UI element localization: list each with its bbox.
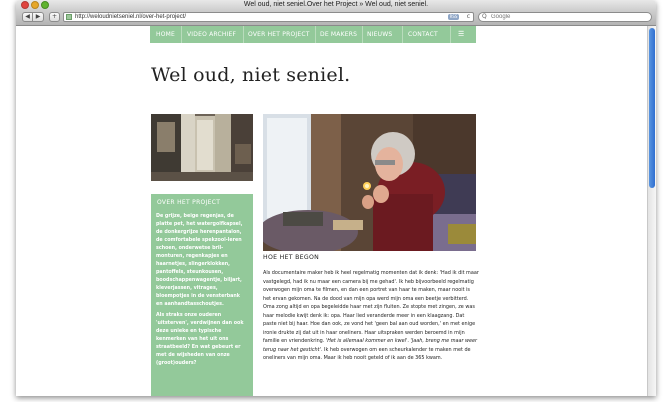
article-quote: Het is allemaal kommer en kwel [327, 338, 407, 344]
sidebar-paragraph-2: Als straks onze ouderen 'uitsterven', verdwijnen dan ook deze unieke en typische kenmerken van het uit ons straatbeeld? En wat gebeurt er met de wijsheden van onze (groot)ouders? [156, 313, 244, 366]
nav-item-nieuws[interactable]: NIEUWS [367, 31, 393, 38]
nav-item-de-makers[interactable]: DE MAKERS [320, 31, 358, 38]
nav-item-home[interactable]: HOME [156, 31, 176, 38]
forward-button[interactable] [33, 12, 44, 22]
window-title: Wel oud, niet seniel.Over het Project » Wel oud, niet seniel. [243, 1, 429, 8]
nav-divider [181, 26, 182, 43]
article-text: . Ik heb overwogen om een scheurkalender te maken met de oneliners van mijn oma. Maar ik heb nooit geteld of ik aan de 365 kwam. [263, 346, 471, 361]
page-viewport [16, 26, 656, 396]
nav-divider [450, 26, 451, 43]
vertical-scrollbar[interactable] [647, 26, 656, 396]
title-bar [16, 0, 656, 10]
nav-divider [243, 26, 244, 43]
site-favicon-icon [66, 14, 72, 20]
nav-item-contact[interactable]: CONTACT [408, 31, 438, 38]
sidebar-text [156, 213, 248, 368]
plus-icon: + [51, 13, 58, 20]
nav-item-video-archief[interactable]: VIDEO ARCHIEF [187, 31, 237, 38]
sidebar-heading: OVER HET PROJECT [157, 199, 221, 206]
search-box[interactable] [478, 12, 652, 22]
nav-divider [362, 26, 363, 43]
forward-arrow-icon: ▶ [35, 13, 41, 20]
grandmother-photo [263, 114, 476, 251]
browser-window [16, 0, 656, 396]
nav-divider [315, 26, 316, 43]
nav-item-over-het-project[interactable]: OVER HET PROJECT [248, 31, 310, 38]
rss-feed-button[interactable]: RSS [449, 14, 458, 19]
site-navigation [150, 26, 476, 43]
search-icon: Q [482, 13, 487, 20]
sidebar-over-het-project [151, 194, 253, 396]
address-url[interactable]: http://weloudnietseniel.nl/over-het-project/ [75, 14, 187, 20]
search-input[interactable] [491, 13, 641, 21]
nav-divider [402, 26, 403, 43]
article-body [263, 269, 479, 363]
back-arrow-icon: ◀ [25, 13, 30, 20]
site-title[interactable]: Wel oud, niet seniel. [151, 64, 351, 86]
address-bar[interactable] [63, 12, 474, 22]
article-text: '. [406, 338, 411, 344]
reload-icon[interactable]: c [466, 13, 470, 20]
interior-photo [151, 114, 253, 181]
article-quote: 'Jaah, breng me maar weer terug naar het gesticht' [263, 338, 478, 353]
back-button[interactable] [22, 12, 33, 22]
browser-toolbar [16, 10, 656, 26]
article-text: Als documentaire maker heb ik heel regelmatig momenten dat ik denk: 'Had ik dit maar vastgelegd, had ik nu maar een camera bij me gehad'. Ik heb bijvoorbeeld regelmatig overwogen mijn oma te filmen, en dan een portret van haar te maken, maar nooit is het ervan gekomen. Na de dood van mijn opa werd mijn oma een beetje verbitterd. Oma zong altijd en opa begeleidde haar met zijn fluiten. Ze stopte met zingen, ze was haar melodie kwijt denk ik: opa. Haar lied veranderde meer in een klaagzang. Dat paste niet bij haar. Hoe dan ook, ze vond het 'geen bal aan oud worden,' en met enige ironie drukte zij dat uit in haar oneliners. Haar uitspraken werden beroemd in mijn familie en vriendenkring. ' [263, 270, 479, 344]
article-paragraph [263, 269, 479, 363]
add-bookmark-button[interactable] [49, 12, 60, 22]
scrollbar-thumb[interactable] [649, 28, 655, 188]
sidebar-paragraph-1: De grijze, beige regenjas, de platte pet, het watergolfkapsel, de donkergrijze herenpantalon, de comfortabele spekzool-leren schoen, onderwetse bril-monturen, regenkapjes en haarnetjes, slingerklokken, pantoffels, steunkousen, boodschappenwagentje, biljart, kleverjassen, vitrages, bloempotjes in de vensterbank en aanhandtasschoutjes. [156, 214, 243, 307]
rss-icon[interactable]: ☰ [458, 30, 465, 38]
article-title: HOE HET BEGON [263, 254, 320, 261]
